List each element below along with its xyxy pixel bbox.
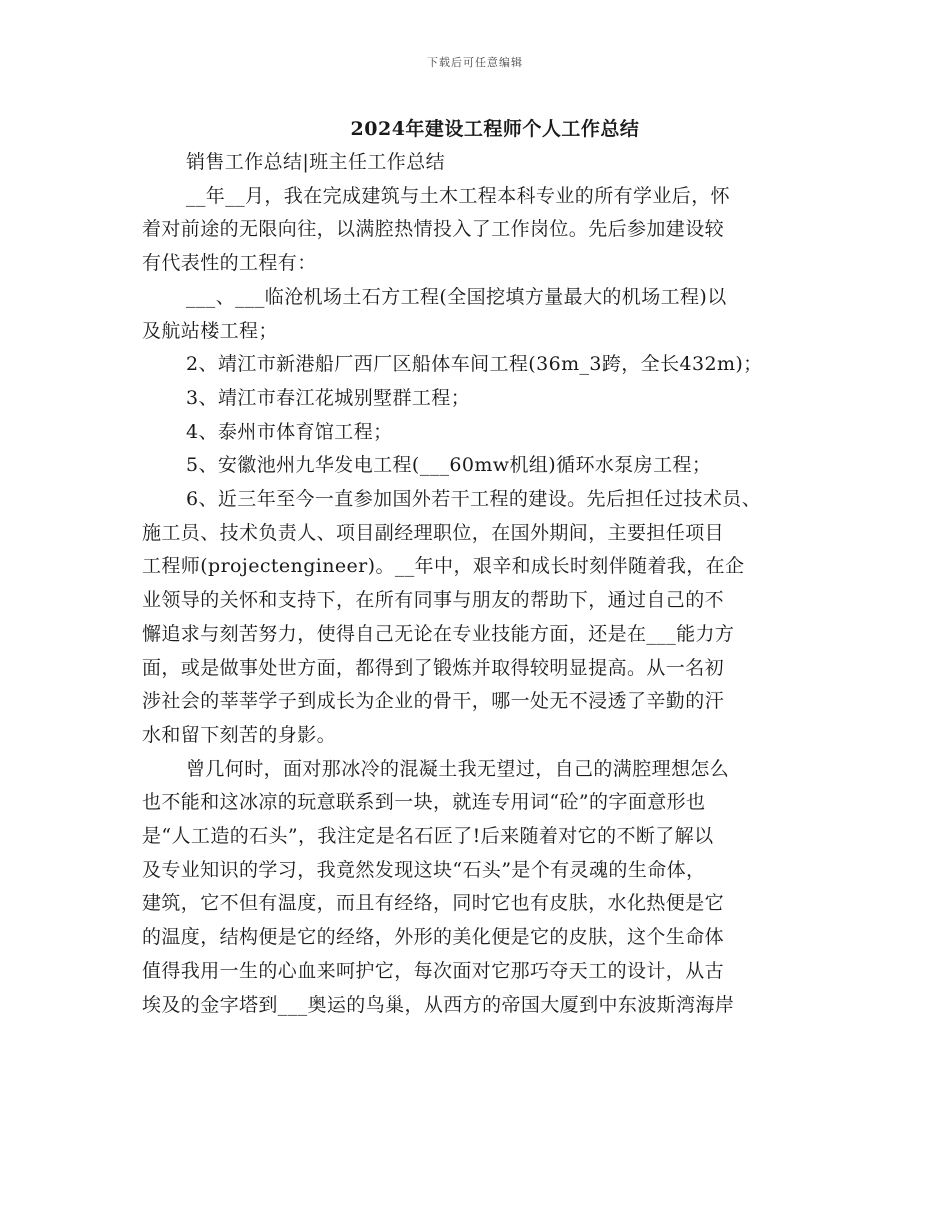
paragraph-line: 曾几何时，面对那冰冷的混凝土我无望过，自己的满腔理想怎么	[186, 757, 730, 780]
paragraph-line: 4、泰州市体育馆工程；	[186, 420, 393, 443]
paragraph-line: 值得我用一生的心血来呵护它，每次面对它那巧夺天工的设计，从古	[142, 959, 725, 982]
document-body	[142, 146, 832, 1022]
paragraph-line: 有代表性的工程有：	[142, 252, 317, 275]
paragraph-line: 3、靖江市春江花城别墅群工程；	[186, 386, 471, 409]
subtitle-line: 销售工作总结|班主任工作总结	[186, 151, 446, 173]
paragraph-line: 建筑，它不但有温度，而且有经络，同时它也有皮肤，水化热便是它	[142, 892, 725, 915]
paragraph-reflection	[142, 753, 832, 1023]
paragraph-item-5	[142, 449, 832, 483]
paragraph-line: ___、___临沧机场土石方工程(全国挖填方量最大的机场工程)以	[186, 285, 727, 308]
paragraph-item-6	[142, 483, 832, 753]
subtitle-paragraph	[142, 146, 832, 180]
paragraph-line: 水和留下刻苦的身影。	[142, 723, 337, 746]
paragraph-line: 着对前途的无限向往，以满腔热情投入了工作岗位。先后参加建设较	[142, 218, 725, 241]
paragraph-line: 5、安徽池州九华发电工程(___60mw机组)循环水泵房工程；	[186, 454, 712, 477]
paragraph-line: 涉社会的莘莘学子到成长为企业的骨干，哪一处无不浸透了辛勤的汗	[142, 690, 725, 713]
paragraph-line: 的温度，结构便是它的经络，外形的美化便是它的皮肤，这个生命体	[142, 926, 725, 949]
paragraph-line: 及航站楼工程；	[142, 319, 278, 342]
paragraph-item-4	[142, 416, 832, 450]
header-note: 下载后可任意编辑	[427, 56, 523, 69]
paragraph-line: 及专业知识的学习，我竟然发现这块“石头”是个有灵魂的生命体，	[142, 858, 706, 881]
paragraph-item-3	[142, 382, 832, 416]
paragraph-line: __年__月，我在完成建筑与土木工程本科专业的所有学业后，怀	[186, 184, 731, 207]
paragraph-item-1	[142, 281, 832, 348]
paragraph-line: 埃及的金字塔到___奥运的鸟巢，从西方的帝国大厦到中东波斯湾海岸	[142, 993, 735, 1016]
paragraph-line: 施工员、技术负责人、项目副经理职位，在国外期间，主要担任项目	[142, 521, 725, 544]
paragraph-line: 6、近三年至今一直参加国外若干工程的建设。先后担任过技术员、	[186, 488, 762, 511]
document-title: 2024年建设工程师个人工作总结	[350, 118, 640, 140]
paragraph-line: 工程师(projectengineer)。__年中，艰辛和成长时刻伴随着我，在企	[142, 555, 745, 578]
paragraph-line: 2、靖江市新港船厂西厂区船体车间工程(36m_3跨，全长432m)；	[186, 353, 763, 376]
paragraph-line: 业领导的关怀和支持下，在所有同事与朋友的帮助下，通过自己的不	[142, 589, 725, 612]
paragraph-item-2	[142, 348, 832, 382]
paragraph-line: 也不能和这冰凉的玩意联系到一块，就连专用词“砼”的字面意形也	[142, 791, 706, 814]
paragraph-line: 是“人工造的石头”，我注定是名石匠了!后来随着对它的不断了解以	[142, 825, 714, 848]
paragraph-line: 面，或是做事处世方面，都得到了锻炼并取得较明显提高。从一名初	[142, 656, 725, 679]
paragraph-line: 懈追求与刻苦努力，使得自己无论在专业技能方面，还是在___能力方	[142, 622, 735, 645]
paragraph-intro	[142, 180, 832, 281]
